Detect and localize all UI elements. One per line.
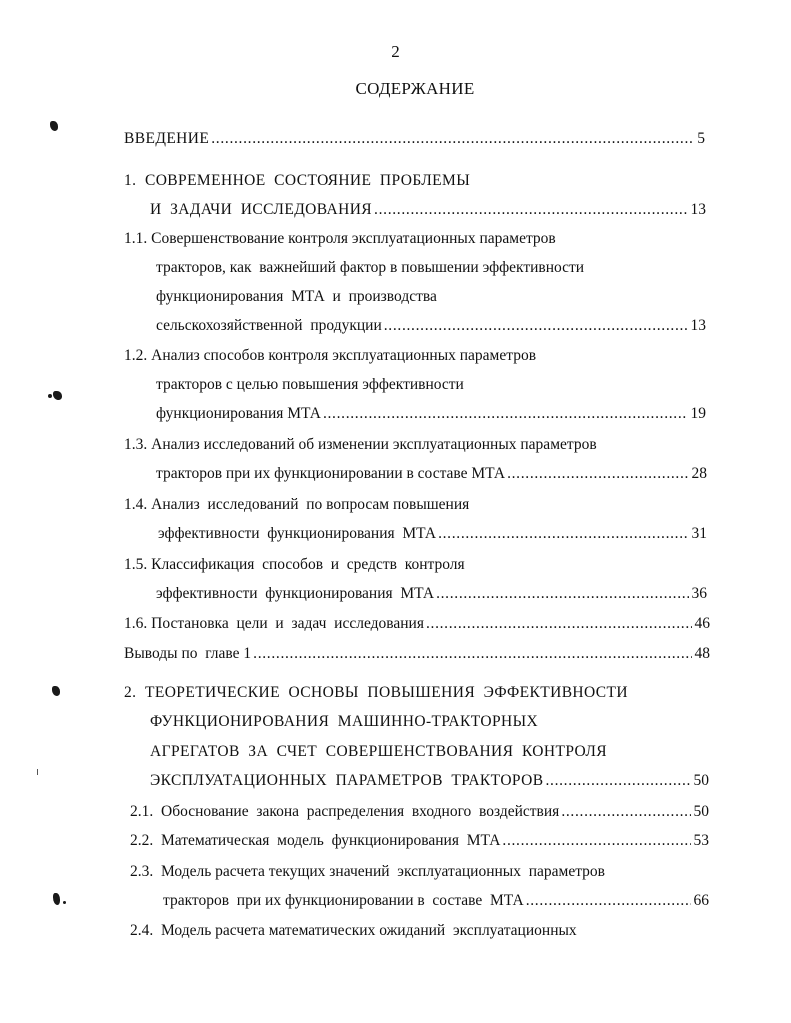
toc-section-1-2-line[interactable]: тракторов с целью повышения эффективности <box>156 376 464 393</box>
dot-leader <box>384 315 688 337</box>
scan-speck <box>50 121 58 131</box>
toc-chapter-1-title[interactable]: 1. СОВРЕМЕННОЕ СОСТОЯНИЕ ПРОБЛЕМЫ <box>124 172 471 189</box>
toc-entry-title: функционирования МТА <box>156 405 321 422</box>
toc-page-number: 50 <box>693 772 709 789</box>
toc-entry-section-2-1[interactable] <box>130 801 709 823</box>
dot-leader <box>507 463 688 485</box>
dot-leader <box>561 801 690 823</box>
page-number: 2 <box>391 42 400 61</box>
toc-entry-chapter-1[interactable] <box>150 199 706 221</box>
toc-entry-conclusions-1[interactable] <box>124 643 710 665</box>
toc-entry-chapter-2[interactable] <box>150 770 709 792</box>
scan-speck <box>48 394 52 398</box>
toc-entry-title: тракторов при их функционировании в составе МТА <box>163 892 524 909</box>
scan-speck <box>52 686 60 696</box>
toc-page-number: 31 <box>691 525 707 542</box>
toc-section-1-5-line[interactable]: 1.5. Классификация способов и средств контроля <box>124 556 465 573</box>
toc-page-number: 50 <box>693 803 709 820</box>
toc-page-number: 28 <box>691 465 707 482</box>
toc-chapter-2-title[interactable]: АГРЕГАТОВ ЗА СЧЕТ СОВЕРШЕНСТВОВАНИЯ КОНТРОЛЯ <box>150 743 608 760</box>
toc-section-1-1-line[interactable]: функционирования МТА и производства <box>156 288 437 305</box>
toc-page-number: 36 <box>691 585 707 602</box>
toc-entry-introduction[interactable] <box>124 128 705 150</box>
toc-page-number: 53 <box>693 832 709 849</box>
toc-section-1-2-line[interactable]: 1.2. Анализ способов контроля эксплуатационных параметров <box>124 347 537 364</box>
dot-leader <box>502 830 690 852</box>
dot-leader <box>545 770 690 792</box>
toc-chapter-2-title[interactable]: 2. ТЕОРЕТИЧЕСКИЕ ОСНОВЫ ПОВЫШЕНИЯ ЭФФЕКТИВНОСТИ <box>124 684 629 701</box>
toc-entry-title: ЭКСПЛУАТАЦИОННЫХ ПАРАМЕТРОВ ТРАКТОРОВ <box>150 772 544 789</box>
toc-entry-title: 2.2. Математическая модель функционирования МТА <box>130 832 501 849</box>
toc-entry-section-1-2[interactable] <box>156 403 706 425</box>
dot-leader <box>436 583 688 605</box>
toc-page-number: 19 <box>690 405 706 422</box>
toc-entry-section-1-3[interactable] <box>156 463 707 485</box>
toc-entry-section-2-2[interactable] <box>130 830 709 852</box>
dot-leader <box>323 403 688 425</box>
toc-page-number: 13 <box>690 317 706 334</box>
scan-speck <box>53 893 60 905</box>
dot-leader <box>374 199 687 221</box>
toc-page-number: 48 <box>694 645 710 662</box>
toc-section-2-3-line[interactable]: 2.3. Модель расчета текущих значений эксплуатационных параметров <box>130 863 605 880</box>
scan-speck <box>63 901 66 904</box>
toc-page-number: 66 <box>693 892 709 909</box>
toc-page-number: 5 <box>697 130 705 147</box>
toc-entry-title: Выводы по главе 1 <box>124 645 252 662</box>
toc-entry-title: эффективности функционирования МТА <box>158 525 437 542</box>
toc-entry-title: И ЗАДАЧИ ИССЛЕДОВАНИЯ <box>150 201 373 218</box>
toc-entry-section-1-4[interactable] <box>158 523 707 545</box>
scan-speck <box>37 769 38 775</box>
toc-section-2-4-line[interactable]: 2.4. Модель расчета математических ожиданий эксплуатационных <box>130 922 577 939</box>
toc-section-1-1-line[interactable]: 1.1. Совершенствование контроля эксплуатационных параметров <box>124 230 556 247</box>
toc-chapter-2-title[interactable]: ФУНКЦИОНИРОВАНИЯ МАШИННО-ТРАКТОРНЫХ <box>150 713 539 730</box>
toc-entry-section-2-3[interactable] <box>163 890 709 912</box>
toc-entry-title: 2.1. Обоснование закона распределения входного воздействия <box>130 803 560 820</box>
toc-section-1-1-line[interactable]: тракторов, как важнейший фактор в повышении эффективности <box>156 259 585 276</box>
dot-leader <box>211 128 694 150</box>
toc-entry-title: 1.6. Постановка цели и задач исследования <box>124 615 424 632</box>
toc-entry-section-1-5[interactable] <box>156 583 707 605</box>
dot-leader <box>526 890 691 912</box>
dot-leader <box>253 643 691 665</box>
toc-page-number: 46 <box>694 615 710 632</box>
page-title: СОДЕРЖАНИЕ <box>355 79 475 98</box>
toc-entry-section-1-6[interactable] <box>124 613 710 635</box>
scan-speck <box>53 391 62 400</box>
toc-entry-title: тракторов при их функционировании в составе МТА <box>156 465 506 482</box>
toc-entry-section-1-1[interactable] <box>156 315 706 337</box>
toc-page-number: 13 <box>690 201 706 218</box>
toc-entry-title: сельскохозяйственной продукции <box>156 317 382 334</box>
toc-section-1-3-line[interactable]: 1.3. Анализ исследований об изменении эксплуатационных параметров <box>124 436 597 453</box>
dot-leader <box>438 523 688 545</box>
toc-entry-title: ВВЕДЕНИЕ <box>124 130 210 147</box>
toc-section-1-4-line[interactable]: 1.4. Анализ исследований по вопросам повышения <box>124 496 470 513</box>
dot-leader <box>426 613 692 635</box>
toc-entry-title: эффективности функционирования МТА <box>156 585 435 602</box>
